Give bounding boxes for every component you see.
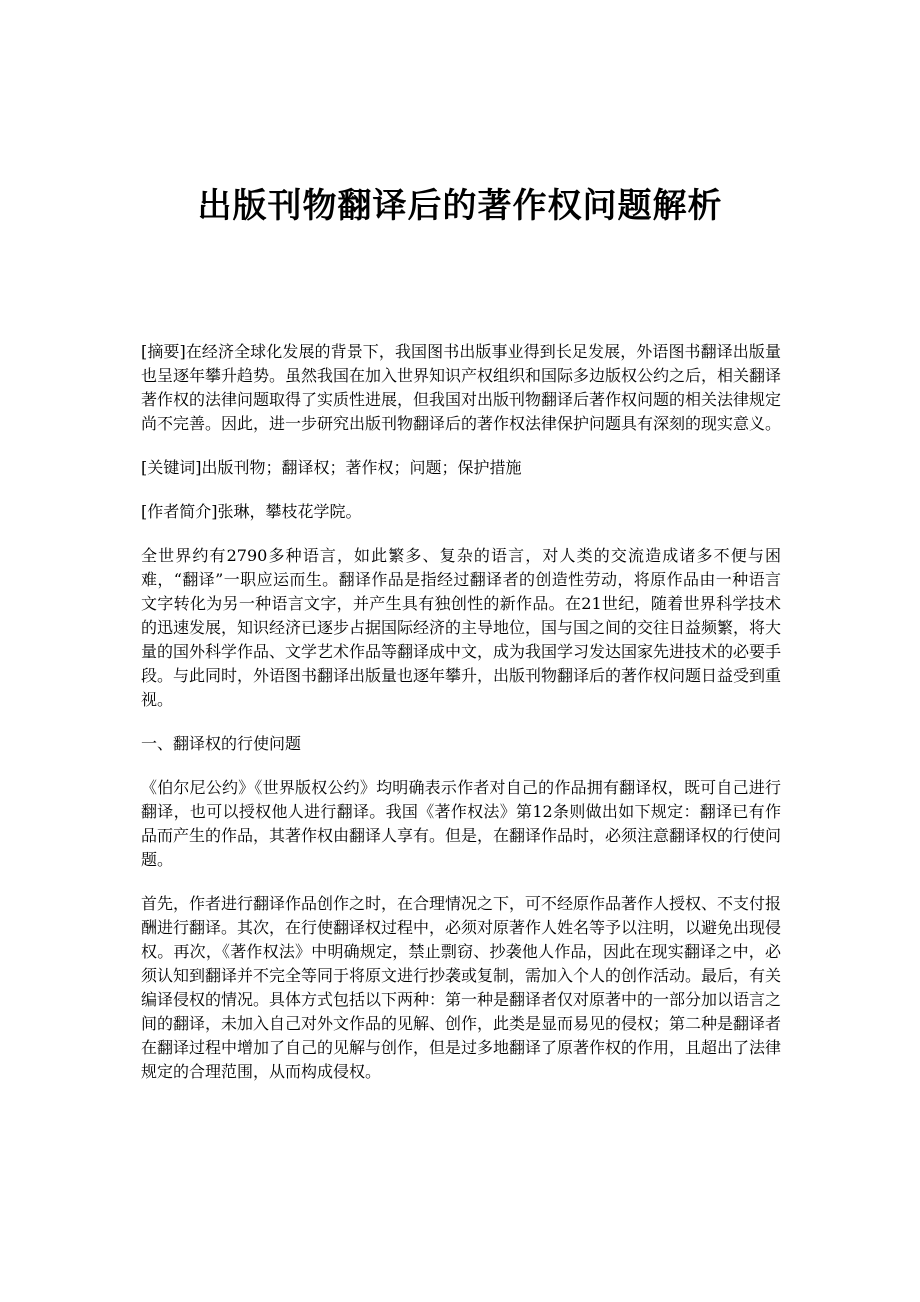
abstract-paragraph: [摘要]在经济全球化发展的背景下，我国图书出版事业得到长足发展，外语图书翻译出版量也呈逐年攀升趋势。虽然我国在加入世界知识产权组织和国际多边版权公约之后，相关翻译著作权的法律问题取得了实质性进展，但我国对出版刊物翻译后著作权问题的相关法律规定尚不完善。因此，进一步研究出版刊物翻译后的著作权法律保护问题具有深刻的现实意义。 bbox=[141, 342, 782, 433]
document-body bbox=[141, 340, 781, 1104]
page-title: 出版刊物翻译后的著作权问题解析 bbox=[197, 186, 723, 226]
section-heading: 一、翻译权的行使问题 bbox=[141, 734, 302, 753]
body-paragraph: 首先，作者进行翻译作品创作之时，在合理情况之下，可不经原作品著作人授权、不支付报酬进行翻译。其次，在行使翻译权过程中，必须对原著作人姓名等予以注明，以避免出现侵权。再次，《著作权法》中明确规定，禁止剽窃、抄袭他人作品，因此在现实翻译之中，必须认知到翻译并不完全等同于将原文进行抄袭或复制，需加入个人的创作活动。最后，有关编译侵权的情况。具体方式包括以下两种：第一种是翻译者仅对原著中的一部分加以语言之间的翻译，未加入自己对外文作品的见解、创作，此类是显而易见的侵权；第二种是翻译者在翻译过程中增加了自己的见解与创作，但是过多地翻译了原著作权的作用，且超出了法律规定的合理范围，从而构成侵权。 bbox=[141, 894, 782, 1081]
body-paragraph: 《伯尔尼公约》《世界版权公约》均明确表示作者对自己的作品拥有翻译权，既可自己进行翻译，也可以授权他人进行翻译。我国《著作权法》第12条则做出如下规定：翻译已有作品而产生的作品，其著作权由翻译人享有。但是，在翻译作品时，必须注意翻译权的行使问题。 bbox=[141, 778, 782, 869]
intro-paragraph: 全世界约有2790多种语言，如此繁多、复杂的语言，对人类的交流造成诸多不便与困难，“翻译”一职应运而生。翻译作品是指经过翻译者的创造性劳动，将原作品由一种语言文字转化为另一种语言文字，并产生具有独创性的新作品。在21世纪，随着世界科学技术的迅速发展，知识经济已逐步占据国际经济的主导地位，国与国之间的交往日益频繁，将大量的国外科学作品、文学艺术作品等翻译成中文，成为我国学习发达国家先进技术的必要手段。与此同时，外语图书翻译出版量也逐年攀升，出版刊物翻译后的著作权问题日益受到重视。 bbox=[141, 546, 782, 709]
keywords-line: [关键词]出版刊物；翻译权；著作权；问题；保护措施 bbox=[141, 458, 522, 477]
author-line: [作者简介]张琳，攀枝花学院。 bbox=[141, 502, 362, 521]
